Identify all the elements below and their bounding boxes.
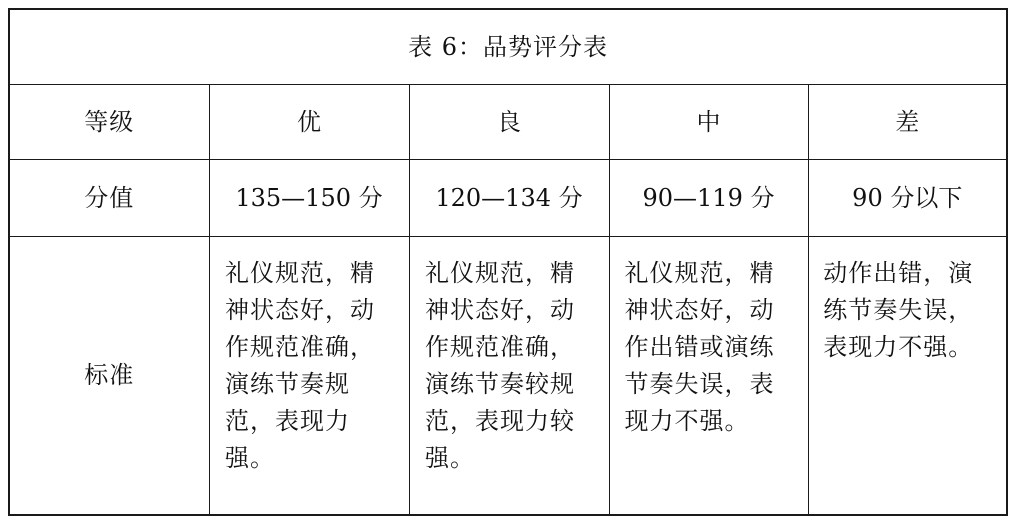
score-excellent: 135—150 分 (209, 160, 409, 237)
table-title-row (9, 9, 1007, 85)
level-label: 等级 (9, 85, 209, 160)
level-poor: 差 (808, 85, 1007, 160)
criteria-poor-cell (808, 237, 1007, 516)
criteria-excellent: 礼仪规范，精神状态好，动作规范准确，演练节奏规范，表现力强。 (225, 259, 375, 472)
level-average: 中 (609, 85, 808, 160)
criteria-good: 礼仪规范，精神状态好，动作规范准确，演练节奏较规范，表现力较强。 (425, 259, 575, 472)
criteria-label: 标准 (9, 237, 209, 516)
score-row (9, 160, 1007, 237)
grading-table (8, 8, 1008, 516)
level-excellent: 优 (209, 85, 409, 160)
criteria-poor: 动作出错，演练节奏失误，表现力不强。 (823, 259, 974, 361)
level-good: 良 (409, 85, 609, 160)
criteria-average-cell (609, 237, 808, 516)
criteria-row (9, 237, 1007, 516)
table-title: 表 6：品势评分表 (9, 9, 1007, 85)
level-header-row (9, 85, 1007, 160)
score-poor: 90 分以下 (808, 160, 1007, 237)
score-label: 分值 (9, 160, 209, 237)
criteria-average: 礼仪规范，精神状态好，动作出错或演练节奏失误，表现力不强。 (624, 259, 775, 435)
score-good: 120—134 分 (409, 160, 609, 237)
criteria-excellent-cell (209, 237, 409, 516)
criteria-good-cell (409, 237, 609, 516)
score-average: 90—119 分 (609, 160, 808, 237)
